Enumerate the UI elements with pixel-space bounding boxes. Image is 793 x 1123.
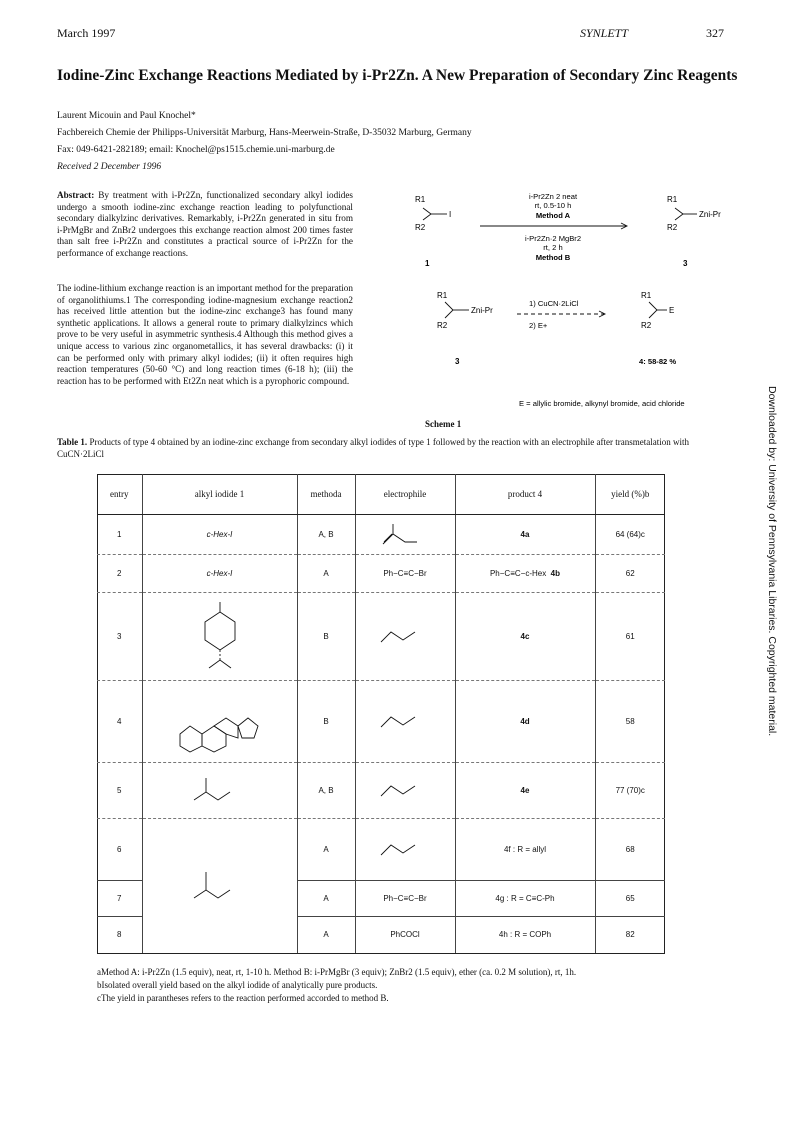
compound-1-label: 1 xyxy=(425,259,430,268)
product-label: 4g : R = C≡C-Ph xyxy=(495,894,555,903)
product-label: 4c xyxy=(520,632,530,641)
product-cell xyxy=(455,819,595,881)
footnote-a: aMethod A: i-Pr2Zn (1.5 equiv), neat, rt, 1-10 h. Method B: i-PrMgBr (3 equiv); ZnBr2 (1.5 equiv), ether (ca. 0.2 M solution), rt, 1h. xyxy=(97,967,577,977)
received-date: Received 2 December 1996 xyxy=(57,162,162,172)
table-row xyxy=(97,819,665,881)
r2-label-3b: R2 xyxy=(437,321,448,330)
scheme-1 xyxy=(395,186,735,414)
entry-cell: 2 xyxy=(97,555,142,593)
header-method: methoda xyxy=(297,474,355,515)
electrophile-structure xyxy=(355,763,455,819)
compound-3-label: 3 xyxy=(683,259,688,268)
product-label: 4f : R = allyl xyxy=(503,845,546,854)
r1-label-3: R1 xyxy=(667,195,678,204)
product-label: 4a xyxy=(520,530,530,539)
header-entry: entry xyxy=(97,474,142,515)
contact-info: Fax: 049-6421-282189; email: Knochel@ps1515.chemie.uni-marburg.de xyxy=(57,145,335,155)
product-label: 4b xyxy=(550,569,561,578)
method-cell: A xyxy=(297,917,355,953)
article-title: Iodine-Zinc Exchange Reactions Mediated by i-Pr2Zn. A New Preparation of Secondary Zinc Reagents xyxy=(57,67,738,84)
product-cell xyxy=(455,763,595,819)
yield-cell: 82 xyxy=(595,917,665,953)
bond-4 xyxy=(649,302,657,318)
entry-cell: 8 xyxy=(117,930,122,940)
bond-3c xyxy=(445,302,453,318)
product-cell xyxy=(455,917,595,953)
electrophile-cell: PhCOCl xyxy=(355,917,455,953)
yield-cell: 58 xyxy=(595,681,665,763)
steroid-iodide-structure xyxy=(160,684,280,758)
product-formula: Ph−C≡C−c-Hex xyxy=(489,569,547,578)
method-cell: A, B xyxy=(297,515,355,555)
download-watermark: Downloaded by: University of Pennsylvania Libraries. Copyrighted material. xyxy=(766,386,778,737)
r2-label: R2 xyxy=(415,223,426,232)
product-cell xyxy=(455,515,595,555)
allyl-bromide-structure xyxy=(375,837,435,861)
iodide-structure xyxy=(142,593,297,681)
entry-cell: 5 xyxy=(97,763,142,819)
product-cell xyxy=(455,593,595,681)
entry-cell: 1 xyxy=(97,515,142,555)
bond-1 xyxy=(423,208,431,220)
method-cell: A xyxy=(297,881,355,917)
method-a-line-3: Method A xyxy=(535,211,571,220)
table-row xyxy=(97,681,665,763)
allyl-bromide-structure xyxy=(375,778,435,802)
results-table xyxy=(97,474,665,953)
e-label-4: E xyxy=(669,306,675,315)
method-cell: A xyxy=(297,555,355,593)
product-label: 4d xyxy=(520,717,530,726)
r1-label-3b: R1 xyxy=(437,291,448,300)
electrophile-structure xyxy=(355,819,455,881)
footnote-c: cThe yield in parantheses refers to the reaction performed accorded to method B. xyxy=(97,993,389,1003)
running-header-journal: SYNLETT xyxy=(580,26,629,40)
iodide-structure xyxy=(142,681,297,763)
abstract xyxy=(57,190,353,260)
r1-label: R1 xyxy=(415,195,426,204)
iodide-cell: c-Hex-I xyxy=(142,515,297,555)
yield-cell: 68 xyxy=(595,819,665,881)
allyl-bromide-structure xyxy=(375,709,435,733)
page-number: 327 xyxy=(706,26,724,40)
abstract-text: By treatment with i-Pr2Zn, functionalized secondary alkyl iodides undergo a smooth iodine-zinc exchange reaction leading to polyfunctional secondary dialkylzinc derivatives. Remarkably, i-Pr2Zn generated in situ from i-PrMgBr and ZnBr2 undergoes this exchange reaction almost 200 times faster than salt free i-Pr2Zn and constitutes a practical source of i-Pr2Zn for the performance of exchange reactions. xyxy=(57,190,354,258)
iodo-ester-structure xyxy=(180,770,260,810)
header-yield: yield (%)b xyxy=(595,474,665,515)
method-cell: B xyxy=(297,681,355,763)
affiliation: Fachbereich Chemie der Philipps-Universität Marburg, Hans-Meerwein-Straße, D-35032 Marburg, Germany xyxy=(57,128,472,138)
product-cell xyxy=(455,555,595,593)
footnote-b: bIsolated overall yield based on the alkyl iodide of analytically pure products. xyxy=(97,980,378,990)
r1-label-4: R1 xyxy=(641,291,652,300)
allyl-bromide-ester-structure xyxy=(375,518,435,550)
bond-3 xyxy=(675,208,683,220)
yield-cell: 65 xyxy=(595,881,665,917)
menthyl-iodide-structure xyxy=(185,596,255,676)
entry-cell: 7 xyxy=(97,881,142,917)
entry-cell: 4 xyxy=(97,681,142,763)
table-caption-text: Products of type 4 obtained by an iodine-zinc exchange from secondary alkyl iodides of type 1 followed by the reaction with an electrophile after transmetalation with CuCN·2LiCl xyxy=(57,437,689,459)
table-caption xyxy=(57,436,697,460)
iodide-structure xyxy=(142,763,297,819)
table-row xyxy=(97,555,665,593)
allyl-bromide-structure xyxy=(375,624,435,648)
electrophile-structure xyxy=(355,515,455,555)
table-row xyxy=(97,763,665,819)
electrophile-structure xyxy=(355,681,455,763)
r2-label-4: R2 xyxy=(641,321,652,330)
zn-label-3b: Zni-Pr xyxy=(471,306,493,315)
zn-label-3: Zni-Pr xyxy=(699,210,721,219)
header-electrophile: electrophile xyxy=(355,474,455,515)
electrophile-structure xyxy=(355,593,455,681)
method-cell: B xyxy=(297,593,355,681)
method-a-line-1: i-Pr2Zn 2 neat xyxy=(528,192,578,201)
r2-label-3: R2 xyxy=(667,223,678,232)
electrophile-cell: Ph−C≡C−Br xyxy=(355,881,455,917)
yield-cell: 61 xyxy=(595,593,665,681)
method-b-line-3: Method B xyxy=(535,253,571,262)
authors: Laurent Micouin and Paul Knochel* xyxy=(57,111,196,121)
entry-cell: 3 xyxy=(97,593,142,681)
yield-cell: 62 xyxy=(595,555,665,593)
product-cell xyxy=(455,881,595,917)
yield-cell: 64 (64)c xyxy=(595,515,665,555)
iodide-structure xyxy=(142,819,297,953)
entry-cell: 6 xyxy=(97,819,142,881)
intro-paragraph: The iodine-lithium exchange reaction is an important method for the preparation of organolithiums.1 The corresponding iodine-magnesium exchange reaction2 has received little attention but the iodine-zinc exchange3 has found many synthetic applications. It allows a general route to primary dialkylzincs which prove to be very useful in asymmetric synthesis.4 Although this method gives a unique access to various zinc organometallics, it has several drawbacks: (i) it can be performed only with primary alkyl iodides; (ii) it often requires high reaction temperatures (50-60 °C) and long reaction times (6-18 h); (iii) the reaction has to be performed with Et2Zn neat which is a pyrophoric compound. xyxy=(57,283,353,386)
step-2-line-1: 1) CuCN·2LiCl xyxy=(529,299,579,308)
header-alkyl-iodide: alkyl iodide 1 xyxy=(142,474,297,515)
electrophile-note: E = allylic bromide, alkynyl bromide, acid chloride xyxy=(519,399,685,408)
step-2-line-2: 2) E+ xyxy=(529,321,548,330)
yield-cell: 77 (70)c xyxy=(595,763,665,819)
method-b-line-2: rt, 2 h xyxy=(543,243,563,252)
abstract-label: Abstract: xyxy=(57,190,95,200)
method-b-line-1: i-Pr2Zn·2 MgBr2 xyxy=(524,234,582,243)
product-label: 4h : R = COPh xyxy=(498,930,552,940)
iodide-cell: c-Hex-I xyxy=(142,555,297,593)
electrophile-cell: Ph−C≡C−Br xyxy=(355,555,455,593)
table-row xyxy=(97,593,665,681)
product-cell xyxy=(455,681,595,763)
yield-label: 4: 58-82 % xyxy=(639,357,677,366)
iodo-nitrile-structure xyxy=(180,860,260,910)
table-caption-label: Table 1. xyxy=(57,437,88,447)
product-label: 4e xyxy=(520,786,530,795)
scheme-caption: Scheme 1 xyxy=(425,419,462,429)
iodo-label: I xyxy=(449,210,452,219)
table-row xyxy=(97,515,665,555)
method-cell: A, B xyxy=(297,763,355,819)
method-cell: A xyxy=(297,819,355,881)
running-header-date: March 1997 xyxy=(57,26,116,40)
method-a-line-2: rt, 0.5-10 h xyxy=(534,201,572,210)
compound-3b-label: 3 xyxy=(455,357,460,366)
header-product: product 4 xyxy=(455,474,595,515)
